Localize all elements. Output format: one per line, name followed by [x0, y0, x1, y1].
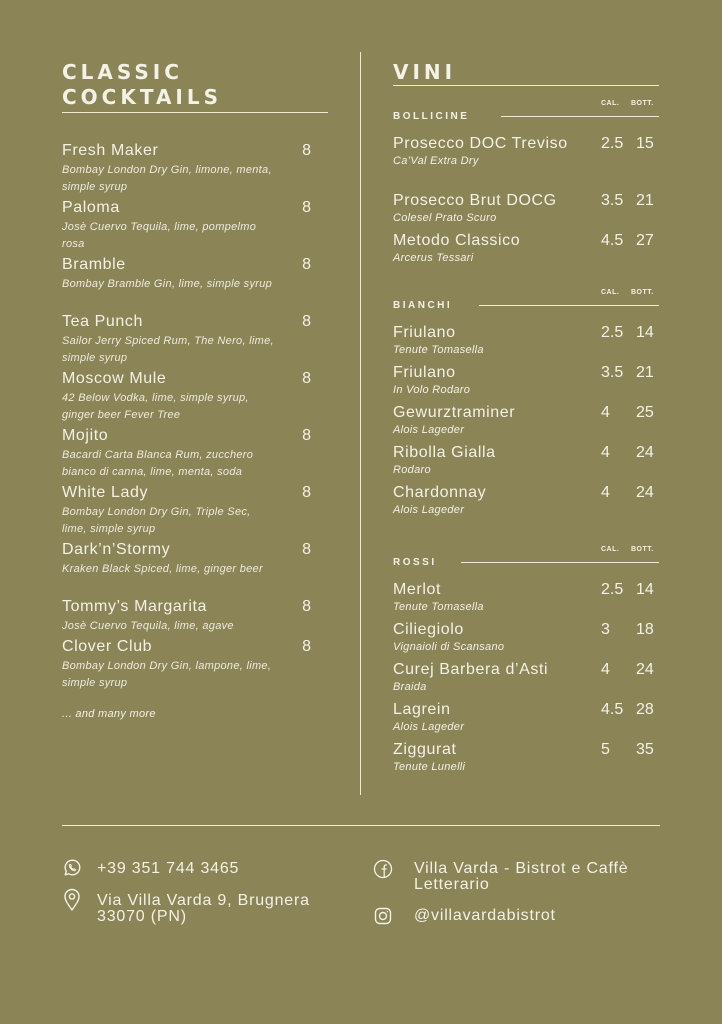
wine-glass-price: 3.5 — [601, 192, 624, 209]
section-bianchi — [393, 289, 659, 524]
wine-producer: Alois Lageder — [393, 424, 465, 436]
wine-glass-price: 4 — [601, 444, 610, 461]
wine-bottle-price: 24 — [636, 484, 654, 501]
bott-column-label: BOTT. — [631, 546, 654, 553]
wine-item — [393, 701, 659, 741]
cocktails-title-rule — [62, 112, 328, 113]
wine-glass-price: 2.5 — [601, 135, 624, 152]
wine-bottle-price: 35 — [636, 741, 654, 758]
cocktails-header — [62, 60, 330, 110]
cocktail-name: Moscow Mule — [62, 370, 167, 387]
wine-item — [393, 581, 659, 621]
address[interactable] — [97, 893, 310, 925]
wine-item — [393, 444, 659, 484]
wine-name: Merlot — [393, 581, 442, 598]
cocktail-name: Fresh Maker — [62, 142, 159, 159]
wine-name: Friulano — [393, 324, 456, 341]
cocktail-ingredients: Bombay London Dry Gin, Triple Sec, lime, simple syrup — [62, 506, 251, 535]
cocktail-ingredients: Bombay Bramble Gin, lime, simple syrup — [62, 278, 273, 290]
cocktail-item — [62, 197, 320, 254]
cocktail-item — [62, 636, 320, 693]
cocktail-name: Dark’n’Stormy — [62, 541, 171, 558]
wine-glass-price: 4 — [601, 661, 610, 678]
section-header — [393, 100, 659, 122]
wine-producer: In Volo Rodaro — [393, 384, 471, 396]
cocktail-list — [62, 140, 320, 693]
facebook-icon — [373, 859, 393, 879]
cocktails-title-line2: COCKTAILS — [62, 85, 223, 109]
wine-list — [393, 581, 659, 781]
cocktail-ingredients: Sailor Jerry Spiced Rum, The Nero, lime, simple syrup — [62, 335, 274, 364]
wine-producer: Tenute Tomasella — [393, 344, 484, 356]
wine-name: Ribolla Gialla — [393, 444, 496, 461]
wine-bottle-price: 21 — [636, 192, 654, 209]
wine-list — [393, 324, 659, 524]
wine-item — [393, 661, 659, 701]
cocktail-price: 8 — [302, 541, 311, 558]
cocktail-item — [62, 311, 320, 368]
wine-producer: Ca’Val Extra Dry — [393, 155, 479, 167]
cocktail-item — [62, 368, 320, 425]
cocktail-item — [62, 539, 320, 596]
facebook-line1: Villa Varda - Bistrot e Caffè — [414, 860, 629, 877]
wine-item — [393, 621, 659, 661]
cocktail-item — [62, 425, 320, 482]
section-header — [393, 546, 659, 568]
section-title: BOLLICINE — [393, 111, 470, 122]
wine-glass-price: 4 — [601, 484, 610, 501]
wine-bottle-price: 14 — [636, 581, 654, 598]
instagram-handle[interactable]: @villavardabistrot — [414, 907, 556, 924]
cocktail-ingredients: Josè Cuervo Tequila, lime, agave — [62, 620, 234, 632]
cal-column-label: CAL. — [601, 100, 620, 107]
bott-column-label: BOTT. — [631, 289, 654, 296]
cocktail-price: 8 — [302, 370, 311, 387]
wine-bottle-price: 24 — [636, 661, 654, 678]
wine-item — [393, 192, 659, 232]
wine-producer: Colesel Prato Scuro — [393, 212, 497, 224]
wine-bottle-price: 15 — [636, 135, 654, 152]
section-rule — [479, 305, 659, 306]
wine-bottle-price: 21 — [636, 364, 654, 381]
cocktail-price: 8 — [302, 427, 311, 444]
location-pin-icon — [62, 888, 82, 912]
wine-producer: Arcerus Tessari — [393, 252, 474, 264]
section-rule — [501, 116, 659, 117]
wine-item — [393, 135, 659, 192]
cal-column-label: CAL. — [601, 289, 620, 296]
cocktail-name: Clover Club — [62, 638, 153, 655]
facebook-page[interactable] — [414, 861, 628, 893]
wine-glass-price: 4.5 — [601, 232, 624, 249]
cocktail-price: 8 — [302, 484, 311, 501]
wine-name: Ciliegiolo — [393, 621, 464, 638]
cocktail-price: 8 — [302, 638, 311, 655]
wine-glass-price: 5 — [601, 741, 610, 758]
section-rossi — [393, 546, 659, 781]
cocktail-item — [62, 254, 320, 311]
wine-bottle-price: 27 — [636, 232, 654, 249]
section-bollicine — [393, 100, 659, 272]
footer-rule — [62, 825, 660, 826]
whatsapp-icon — [62, 858, 82, 878]
section-header — [393, 289, 659, 311]
wine-title-rule — [393, 85, 659, 86]
cocktail-price: 8 — [302, 199, 311, 216]
wine-glass-price: 2.5 — [601, 581, 624, 598]
cocktail-price: 8 — [302, 313, 311, 330]
cocktails-title — [62, 60, 330, 110]
wine-name: Prosecco DOC Treviso — [393, 135, 568, 152]
instagram-icon — [373, 906, 393, 926]
cocktail-item — [62, 482, 320, 539]
cocktail-ingredients: Bombay London Dry Gin, limone, menta, simple syrup — [62, 164, 272, 193]
wine-item — [393, 484, 659, 524]
wine-item — [393, 364, 659, 404]
cocktail-item — [62, 140, 320, 197]
wine-glass-price: 2.5 — [601, 324, 624, 341]
section-title: BIANCHI — [393, 300, 453, 311]
more-cocktails-note: ... and many more — [62, 708, 156, 720]
wine-name: Ziggurat — [393, 741, 457, 758]
wine-item — [393, 324, 659, 364]
wine-name: Chardonnay — [393, 484, 487, 501]
cocktail-name: White Lady — [62, 484, 149, 501]
wine-bottle-price: 18 — [636, 621, 654, 638]
cocktail-name: Paloma — [62, 199, 120, 216]
wine-header — [393, 60, 659, 85]
cocktail-ingredients: Josè Cuervo Tequila, lime, pompelmo rosa — [62, 221, 257, 250]
wine-glass-price: 4.5 — [601, 701, 624, 718]
wine-glass-price: 4 — [601, 404, 610, 421]
address-line1: Via Villa Varda 9, Brugnera — [97, 892, 310, 909]
wine-bottle-price: 28 — [636, 701, 654, 718]
section-rule — [461, 562, 659, 563]
cocktail-price: 8 — [302, 142, 311, 159]
cocktail-price: 8 — [302, 598, 311, 615]
cocktail-ingredients: Bacardi Carta Blanca Rum, zucchero bianco di canna, lime, menta, soda — [62, 449, 254, 478]
cocktail-price: 8 — [302, 256, 311, 273]
cocktail-ingredients: Kraken Black Spiced, lime, ginger beer — [62, 563, 263, 575]
wine-producer: Vignaioli di Scansano — [393, 641, 505, 653]
cocktail-name: Tea Punch — [62, 313, 144, 330]
phone-number[interactable]: +39 351 744 3465 — [97, 860, 240, 877]
section-title: ROSSI — [393, 557, 437, 568]
wine-item — [393, 404, 659, 444]
wine-name: Curej Barbera d’Asti — [393, 661, 549, 678]
wine-name: Metodo Classico — [393, 232, 521, 249]
cocktail-item — [62, 596, 320, 636]
wine-name: Prosecco Brut DOCG — [393, 192, 557, 209]
cocktail-name: Bramble — [62, 256, 126, 273]
wine-title: VINI — [393, 60, 457, 84]
cocktail-ingredients: Bombay London Dry Gin, lampone, lime, simple syrup — [62, 660, 272, 689]
wine-item — [393, 741, 659, 781]
wine-producer: Rodaro — [393, 464, 431, 476]
wine-bottle-price: 25 — [636, 404, 654, 421]
wine-producer: Tenute Lunelli — [393, 761, 466, 773]
cocktails-title-line1: CLASSIC — [62, 60, 183, 84]
wine-glass-price: 3 — [601, 621, 610, 638]
cocktail-ingredients: 42 Below Vodka, lime, simple syrup, ginger beer Fever Tree — [62, 392, 249, 421]
wine-name: Gewurztraminer — [393, 404, 516, 421]
wine-bottle-price: 14 — [636, 324, 654, 341]
wine-name: Lagrein — [393, 701, 451, 718]
wine-producer: Alois Lageder — [393, 721, 465, 733]
column-divider — [360, 52, 361, 795]
facebook-line2: Letterario — [414, 876, 490, 893]
wine-name: Friulano — [393, 364, 456, 381]
address-line2: 33070 (PN) — [97, 908, 187, 925]
wine-producer: Alois Lageder — [393, 504, 465, 516]
wine-list — [393, 135, 659, 272]
cocktail-name: Tommy’s Margarita — [62, 598, 208, 615]
wine-producer: Tenute Tomasella — [393, 601, 484, 613]
wine-bottle-price: 24 — [636, 444, 654, 461]
cal-column-label: CAL. — [601, 546, 620, 553]
wine-glass-price: 3.5 — [601, 364, 624, 381]
bott-column-label: BOTT. — [631, 100, 654, 107]
cocktail-name: Mojito — [62, 427, 109, 444]
wine-producer: Braida — [393, 681, 427, 693]
wine-item — [393, 232, 659, 272]
